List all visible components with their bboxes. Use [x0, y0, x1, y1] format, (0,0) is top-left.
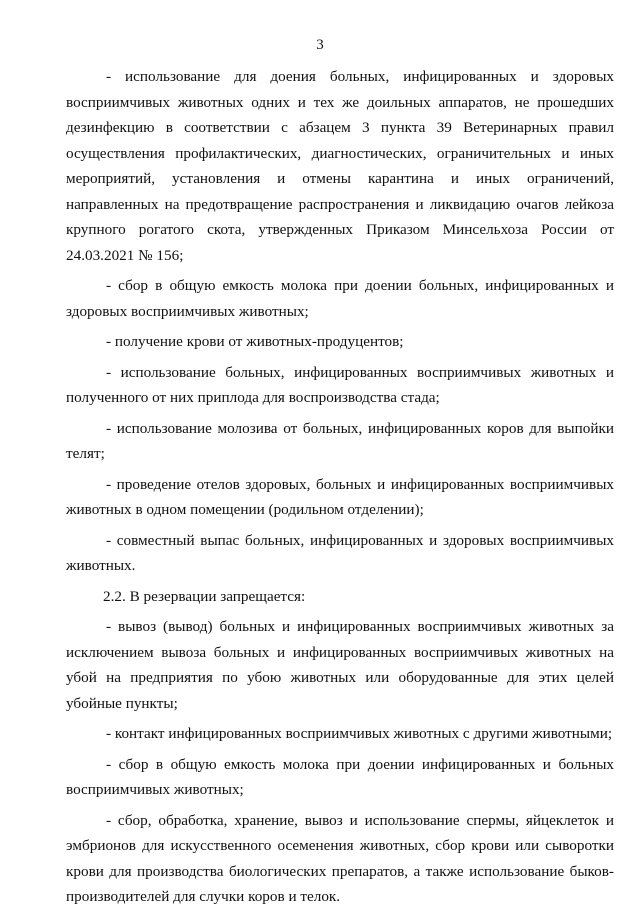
paragraph-colostrum: - использование молозива от больных, инфицированных коров для выпойки телят; [66, 419, 614, 462]
section-heading-reservation: 2.2. В резервации запрещается: [103, 587, 306, 605]
paragraph-animal-removal: - вывоз (вывод) больных и инфицированных восприимчивых животных за исключением вывоза больных и инфицированных восприимчивых животных на убой на предприятия по убою животных или оборудованные для этих целей убойные пункты; [66, 618, 614, 712]
paragraph-blood-from-producers: - получение крови от животных-продуцентов; [106, 333, 404, 350]
paragraph-calving: - проведение отелов здоровых, больных и инфицированных восприимчивых животных в одном помещении (родильном отделении); [66, 475, 614, 518]
paragraph-milk-collection: - сбор в общую емкость молока при доении больных, инфицированных и здоровых восприимчивых животных; [66, 277, 614, 320]
paragraph-milking-equipment: - использование для доения больных, инфицированных и здоровых восприимчивых животных одних и тех же доильных аппаратов, не прошедших дезинфекцию в соответствии с абзацем 3 пункта 39 Ветеринарных правил осуществления профилактических, диагностических, ограничительных и иных мероприятий, установления и отмены карантина и иных ограничений, направленных на предотвращение распространения и ликвидацию очагов лейкоза крупного рогатого скота, утвержденных Приказом Минсельхоза России от 24.03.2021 № 156; [66, 68, 614, 264]
page-number: 3 [316, 37, 324, 53]
paragraph-joint-grazing: - совместный выпас больных, инфицированных и здоровых восприимчивых животных. [66, 531, 614, 574]
paragraph-milk-collection-reservation: - сбор в общую емкость молока при доении инфицированных и больных восприимчивых животных; [66, 755, 614, 798]
paragraph-animal-contact: - контакт инфицированных восприимчивых животных с другими животными; [106, 725, 613, 742]
paragraph-herd-reproduction: - использование больных, инфицированных восприимчивых животных и полученного от них приплода для воспроизводства стада; [66, 363, 614, 406]
paragraph-semen-embryos-blood: - сбор, обработка, хранение, вывоз и использование спермы, яйцеклеток и эмбрионов для искусственного осеменения животных, сбор крови или сыворотки крови для производства биологических препаратов, а также использование быков-производителей для случки коров и телок. [66, 811, 614, 905]
document-body [66, 64, 614, 915]
